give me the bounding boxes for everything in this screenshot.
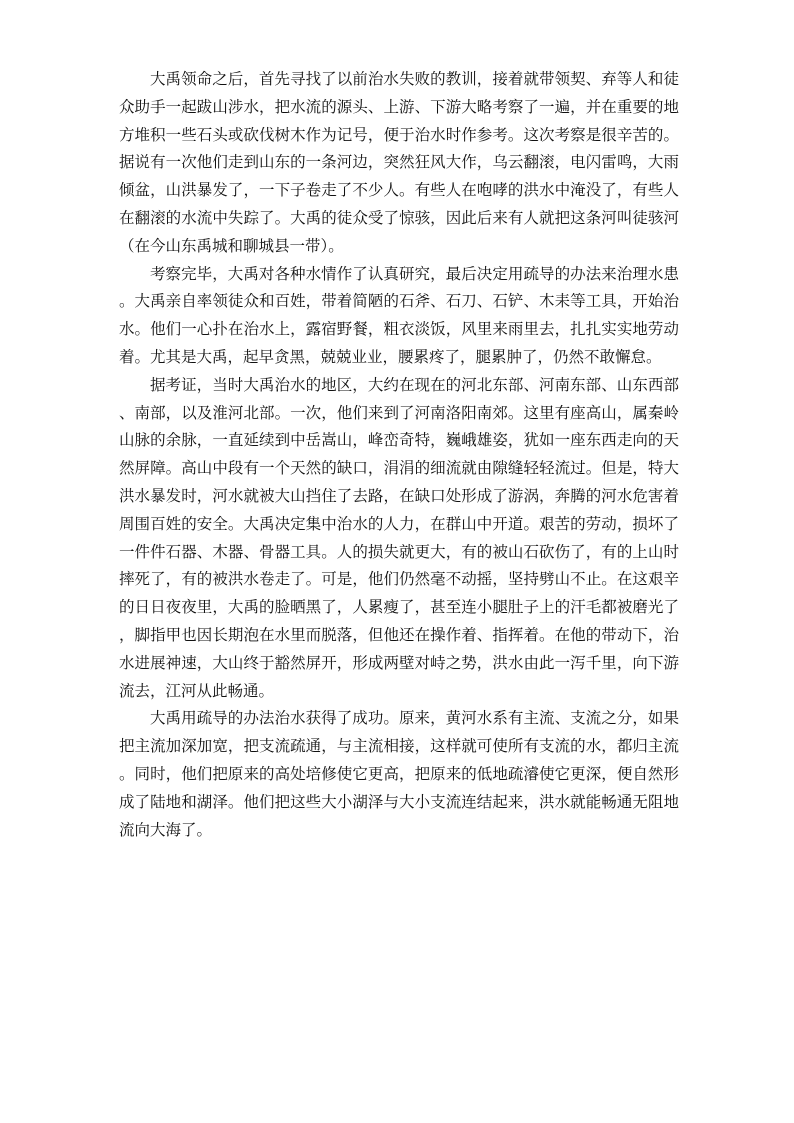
paragraph-1: 大禹领命之后，首先寻找了以前治水失败的教训，接着就带领契、弃等人和徒众助手一起跋山涉水，把水流的源头、上游、下游大略考察了一遍，并在重要的地方堆积一些石头或砍伐树木作为记号，便于治水时作参考。这次考察是很辛苦的。据说有一次他们走到山东的一条河边，突然狂风大作，乌云翻滚，电闪雷鸣，大雨倾盆，山洪暴发了，一下子卷走了不少人。有些人在咆哮的洪水中淹没了，有些人在翻滚的水流中失踪了。大禹的徒众受了惊骇，因此后来有人就把这条河叫徒骇河（在今山东禹城和聊城县一带）。 <box>119 70 679 255</box>
paragraph-4: 大禹用疏导的办法治水获得了成功。原来，黄河水系有主流、支流之分，如果把主流加深加宽，把支流疏通，与主流相接，这样就可使所有支流的水，都归主流。同时，他们把原来的高处培修使它更高，把原来的低地疏濬使它更深，便自然形成了陆地和湖泽。他们把这些大小湖泽与大小支流连结起来，洪水就能畅通无阻地流向大海了。 <box>119 709 679 839</box>
document-body <box>119 66 679 844</box>
paragraph-2: 考察完毕，大禹对各种水情作了认真研究，最后决定用疏导的办法来治理水患。大禹亲自率领徒众和百姓，带着简陋的石斧、石刀、石铲、木耒等工具，开始治水。他们一心扑在治水上，露宿野餐，粗衣淡饭，风里来雨里去，扎扎实实地劳动着。尤其是大禹，起早贪黑，兢兢业业，腰累疼了，腿累肿了，仍然不敢懈怠。 <box>119 264 679 366</box>
paragraph-3: 据考证，当时大禹治水的地区，大约在现在的河北东部、河南东部、山东西部、南部，以及淮河北部。一次，他们来到了河南洛阳南郊。这里有座高山，属秦岭山脉的余脉，一直延续到中岳嵩山，峰峦奇特，巍峨雄姿，犹如一座东西走向的天然屏障。高山中段有一个天然的缺口，涓涓的细流就由隙缝轻轻流过。但是，特大洪水暴发时，河水就被大山挡住了去路，在缺口处形成了游涡，奔腾的河水危害着周围百姓的安全。大禹决定集中治水的人力，在群山中开道。艰苦的劳动，损坏了一件件石器、木器、骨器工具。人的损失就更大，有的被山石砍伤了，有的上山时摔死了，有的被洪水卷走了。可是，他们仍然毫不动摇，坚持劈山不止。在这艰辛的日日夜夜里，大禹的脸晒黑了，人累瘦了，甚至连小腿肚子上的汗毛都被磨光了，脚指甲也因长期泡在水里而脱落，但他还在操作着、指挥着。在他的带动下，治水进展神速，大山终于豁然屏开，形成两壁对峙之势，洪水由此一泻千里，向下游流去，江河从此畅通。 <box>119 375 679 700</box>
